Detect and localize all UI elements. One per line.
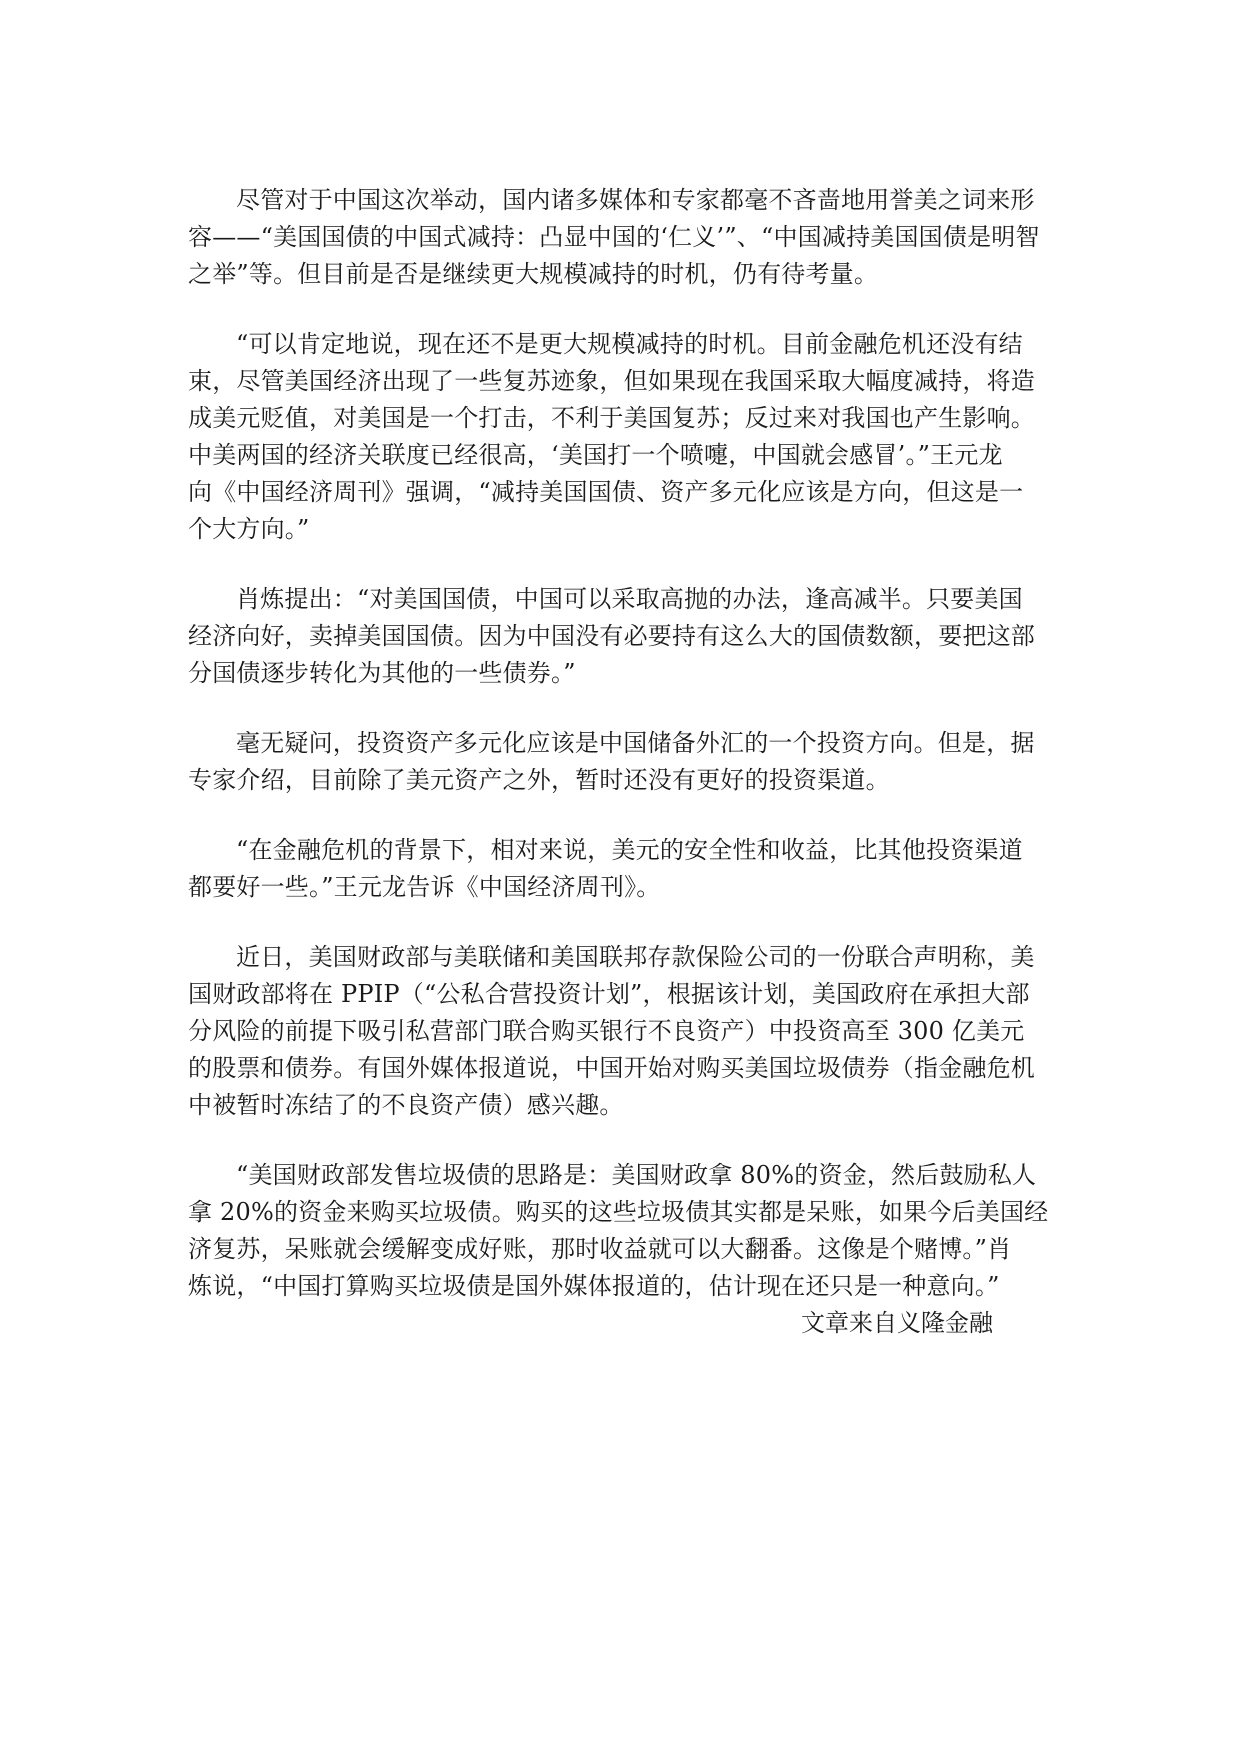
paragraph-line: 经济向好，卖掉美国国债。因为中国没有必要持有这么大的国债数额，要把这部 (188, 622, 1035, 650)
paragraph-line: “可以肯定地说，现在还不是更大规模减持的时机。目前金融危机还没有结 (236, 330, 1023, 358)
paragraph-3 (188, 581, 1063, 692)
paragraph-line: 都要好一些。”王元龙告诉《中国经济周刊》。 (188, 873, 661, 901)
paragraph-line: 的股票和债券。有国外媒体报道说，中国开始对购买美国垃圾债券（指金融危机 (188, 1054, 1035, 1082)
paragraph-line: 分风险的前提下吸引私营部门联合购买银行不良资产）中投资高至 300 亿美元 (188, 1017, 1025, 1045)
paragraph-6 (188, 939, 1063, 1124)
paragraph-line: 容——“美国国债的中国式减持：凸显中国的‘仁义’”、“中国减持美国国债是明智 (188, 223, 1040, 251)
paragraph-1 (188, 182, 1063, 293)
article-body (188, 182, 1063, 1342)
paragraph-line: 个大方向。” (188, 515, 310, 543)
paragraph-line: 专家介绍，目前除了美元资产之外，暂时还没有更好的投资渠道。 (188, 766, 890, 794)
paragraph-line: 拿 20%的资金来购买垃圾债。购买的这些垃圾债其实都是呆账，如果今后美国经 (188, 1198, 1049, 1226)
paragraph-line: 近日，美国财政部与美联储和美国联邦存款保险公司的一份联合声明称，美 (236, 943, 1035, 971)
paragraph-line: “美国财政部发售垃圾债的思路是：美国财政拿 80%的资金，然后鼓励私人 (236, 1161, 1037, 1189)
paragraph-line: 中美两国的经济关联度已经很高，‘美国打一个喷嚏，中国就会感冒’。”王元龙 (188, 441, 1003, 469)
paragraph-line: “在金融危机的背景下，相对来说，美元的安全性和收益，比其他投资渠道 (236, 836, 1023, 864)
paragraph-2 (188, 326, 1063, 548)
paragraph-line: 毫无疑问，投资资产多元化应该是中国储备外汇的一个投资方向。但是，据 (236, 729, 1035, 757)
article-source: 文章来自义隆金融 (801, 1309, 993, 1337)
paragraph-line: 之举”等。但目前是否是继续更大规模减持的时机，仍有待考量。 (188, 260, 879, 288)
paragraph-4 (188, 725, 1063, 799)
paragraph-line: 成美元贬值，对美国是一个打击，不利于美国复苏；反过来对我国也产生影响。 (188, 404, 1035, 432)
paragraph-5 (188, 832, 1063, 906)
paragraph-7 (188, 1157, 1063, 1305)
paragraph-line: 炼说，“中国打算购买垃圾债是国外媒体报道的，估计现在还只是一种意向。” (188, 1272, 1000, 1300)
paragraph-line: 束，尽管美国经济出现了一些复苏迹象，但如果现在我国采取大幅度减持，将造 (188, 367, 1035, 395)
paragraph-line: 肖炼提出：“对美国国债，中国可以采取高抛的办法，逢高减半。只要美国 (236, 585, 1023, 613)
paragraph-line: 向《中国经济周刊》强调，“减持美国国债、资产多元化应该是方向，但这是一 (188, 478, 1024, 506)
paragraph-line: 国财政部将在 PPIP（“公私合营投资计划”，根据该计划，美国政府在承担大部 (188, 980, 1030, 1008)
paragraph-line: 济复苏，呆账就会缓解变成好账，那时收益就可以大翻番。这像是个赌博。”肖 (188, 1235, 1012, 1263)
paragraph-line: 尽管对于中国这次举动，国内诸多媒体和专家都毫不吝啬地用誉美之词来形 (236, 186, 1035, 214)
paragraph-line: 中被暂时冻结了的不良资产债）感兴趣。 (188, 1091, 624, 1119)
paragraph-line: 分国债逐步转化为其他的一些债券。” (188, 659, 576, 687)
